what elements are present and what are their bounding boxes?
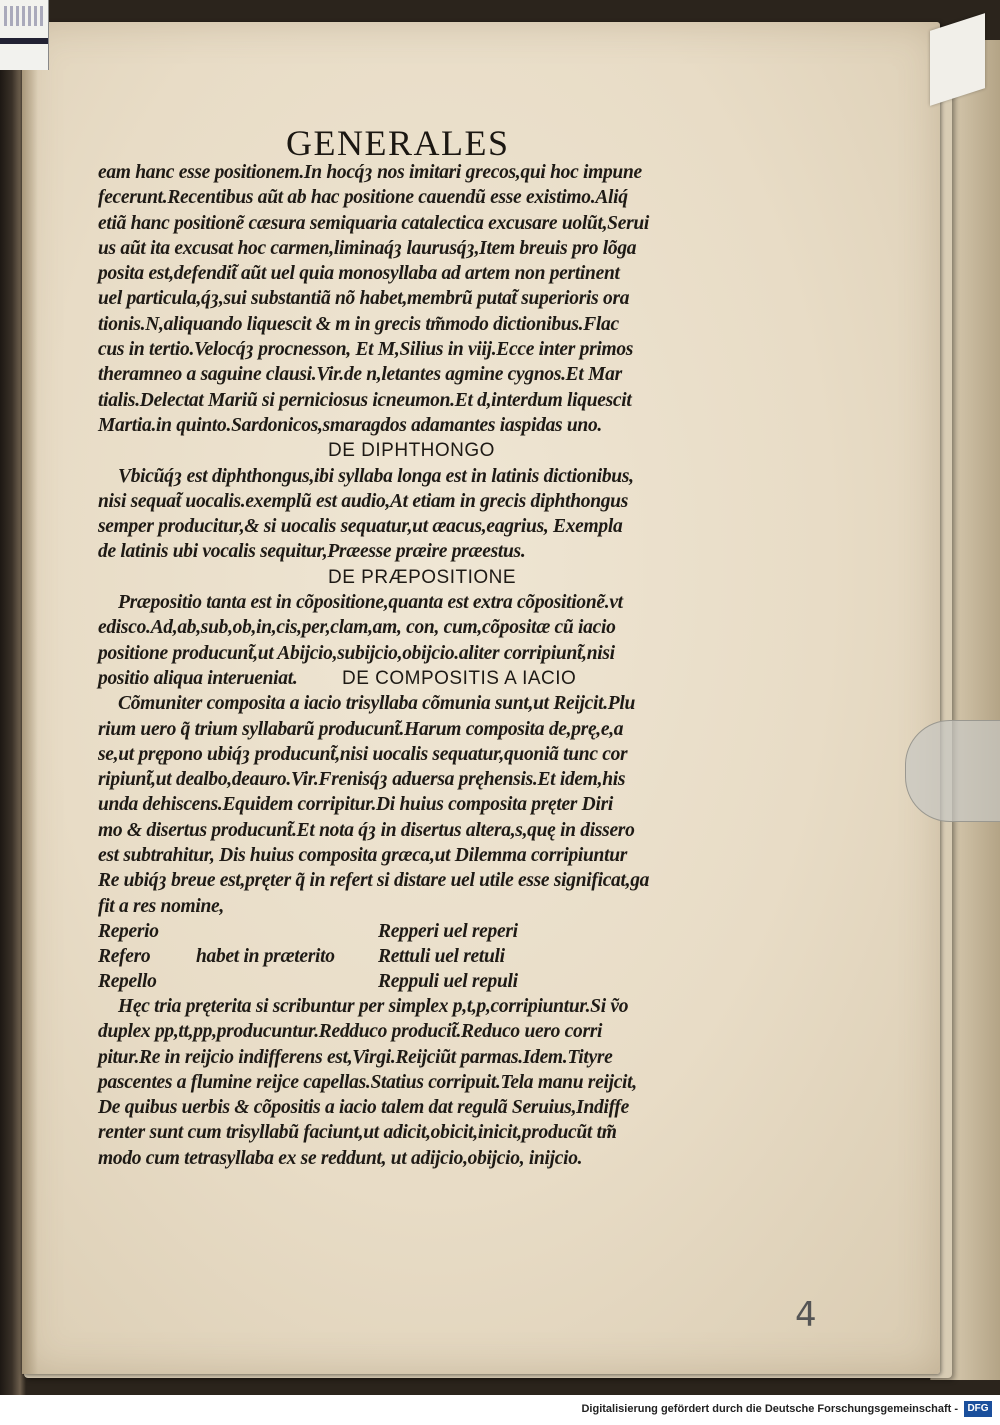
- text-line: eam hanc esse positionem.In hocq́ȝ nos imitari grecos,qui hoc impune: [98, 162, 642, 183]
- text-line: de latinis ubi vocalis sequitur,Præesse præire præestus.: [98, 541, 526, 563]
- calibration-dots: [4, 6, 44, 26]
- dfg-logo: DFG: [964, 1401, 992, 1417]
- conjugation-present: Refero: [98, 945, 151, 967]
- conjugation-table: [98, 919, 798, 994]
- text-line: edisco.Ad,ab,sub,ob,in,cis,per,clam,am, con, cum,cõpositæ cũ iacio: [98, 617, 616, 639]
- text-line: modo cum tetrasyllaba ex se reddunt, ut adijcio,obijcio, inijcio.: [98, 1147, 583, 1169]
- text-line: unda dehiscens.Equidem corripitur.Di huius composita pręter Diri: [98, 794, 613, 816]
- text-line: Martia.in quinto.Sardonicos,smaragdos adamantes iaspidas uno.: [98, 414, 603, 436]
- text-line: renter sunt cum trisyllabũ faciunt,ut adicit,obicit,inicit,producũt tm̃: [98, 1122, 617, 1144]
- text-line: duplex pp,tt,pp,producuntur.Redduco producit̃.Reduco uero corri: [98, 1021, 603, 1043]
- heading-de-diphthongo: DE DIPHTHONGO: [328, 440, 495, 462]
- page-gutter: [22, 22, 38, 1374]
- text-line: Præpositio tanta est in cõpositione,quanta est extra cõpositionẽ.vt: [118, 592, 623, 614]
- page-clip: [905, 720, 1000, 822]
- conjugation-perfect: Reppuli uel repuli: [378, 970, 518, 992]
- text-line: uel particula,q́ȝ,sui substantiã nõ habet,membrũ putat̃ superioris ora: [98, 288, 630, 310]
- conjugation-present: Reperio: [98, 920, 159, 942]
- conjugation-row: [98, 969, 798, 994]
- text-line: pitur.Re in reijcio indifferens est,Virgi.Reijciũt parmas.Idem.Tityre: [98, 1046, 613, 1068]
- text-line: se,ut prępono ubiq́ȝ producunt̃,nisi uocalis sequatur,quoniã tunc cor: [98, 743, 628, 765]
- text-line: us aũt ita excusat hoc carmen,liminaq́ȝ laurusq́ȝ,Item breuis pro lõga: [98, 237, 637, 259]
- running-head: GENERALES: [286, 123, 510, 163]
- heading-de-compositis: DE COMPOSITIS A IACIO: [341, 667, 577, 689]
- text-line: De quibus uerbis & cõpositis a iacio talem dat regulã Seruius,Indiffe: [98, 1097, 629, 1119]
- conjugation-perfect: Rettuli uel retuli: [378, 945, 505, 967]
- paragraph-compositis: [98, 691, 798, 919]
- footer-bar: [0, 1395, 1000, 1425]
- text-line: rium uero q̃ trium syllabarũ producunt̃.Harum composita de,prę,e,a: [98, 718, 624, 740]
- text-line: nisi sequat̃ uocalis.exemplũ est audio,At etiam in grecis diphthongus: [98, 490, 629, 512]
- paragraph-praepositione: [98, 590, 798, 666]
- footer-credit: Digitalisierung gefördert durch die Deutsche Forschungsgemeinschaft -: [581, 1403, 958, 1415]
- calibration-stripe: [0, 38, 48, 44]
- text-line: tialis.Delectat Mariũ si perniciosus icneumon.Et d,interdum liquescit: [98, 389, 632, 411]
- text-line: positione producunt̃,ut Abijcio,subijcio,obijcio.aliter corripiunt̃,nisi: [98, 642, 615, 664]
- paragraph-praeterita: [98, 994, 798, 1171]
- text-line: Re ubiq́ȝ breue est,pręter q̃ in refert si distare uel utile esse significat,ga: [98, 870, 650, 892]
- paragraph-positione: [98, 160, 798, 438]
- text-line: semper producitur,& si uocalis sequatur,ut æacus,eagrius, Exempla: [98, 516, 623, 538]
- text-line: posita est,defendit̃ aũt uel quia monosyllaba ad artem non pertinent: [98, 263, 620, 285]
- main-text: [98, 160, 798, 1171]
- color-calibration-strip: [0, 0, 49, 70]
- text-line: Vbicũq́ȝ est diphthongus,ibi syllaba longa est in latinis dictionibus,: [118, 465, 634, 487]
- text-line: pascentes a flumine reijce capellas.Statius corripuit.Tela manu reijcit,: [98, 1071, 637, 1093]
- text-line: fit a res nomine,: [98, 895, 224, 917]
- conjugation-row: [98, 944, 798, 969]
- text-line: theramneo a saguine clausi.Vir.de n,letantes agmine cygnos.Et Mar: [98, 364, 622, 386]
- text-line: fecerunt.Recentibus aũt ab hac positione cauendũ esse existimo.Aliq́: [98, 187, 628, 209]
- paragraph-diphthongo: [98, 464, 798, 565]
- conjugation-row: [98, 919, 798, 944]
- text-line: etiã hanc positionẽ cæsura semiquaria catalectica excusare uolũt,Serui: [98, 212, 650, 234]
- text-line: mo & disertus producunt̃.Et nota q́ȝ in disertus altera,s,quę in dissero: [98, 819, 635, 841]
- conjugation-present: Repello: [98, 970, 157, 992]
- text-line-with-heading: [98, 666, 798, 691]
- text-line: ripiunt̃,ut dealbo,deauro.Vir.Frenisq́ȝ aduersa pręhensis.Et idem,his: [98, 769, 626, 791]
- text-line: Hęc tria pręterita si scribuntur per simplex p,t,p,corripiuntur.Si ṽo: [118, 995, 629, 1017]
- text-line: tionis.N,aliquando liquescit & m in grecis tm̃modo dictionibus.Flac: [98, 313, 619, 335]
- folio-mark: 4: [795, 1295, 817, 1335]
- conjugation-perfect: Repperi uel reperi: [378, 920, 518, 942]
- text-line: positio aliqua interueniat.: [98, 667, 298, 689]
- text-line: est subtrahitur, Dis huius composita græca,ut Dilemma corripiuntur: [98, 845, 628, 867]
- text-line: cus in tertio.Velocq́ȝ procnesson, Et M,Silius in viij.Ecce inter primos: [98, 339, 634, 361]
- conjugation-middle: habet in præterito: [196, 945, 335, 967]
- text-line: Cõmuniter composita a iacio trisyllaba cõmunia sunt,ut Reijcit.Plu: [118, 693, 636, 715]
- heading-de-praepositione: DE PRÆPOSITIONE: [328, 566, 517, 588]
